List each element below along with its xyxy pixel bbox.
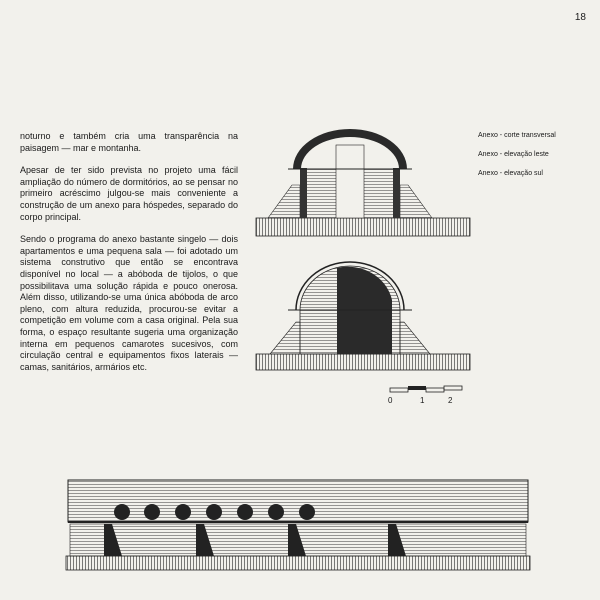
caption-cross-section: Anexo - corte transversal bbox=[478, 132, 556, 139]
scale-label-0: 0 bbox=[388, 396, 393, 405]
paragraph-3: Sendo o programa do anexo bastante singelo — dois apartamentos e uma pequena sala — foi adotado um sistema construtivo que então se encontrava disponível no local — a abóboda de tijolos, o que possibilitava uma solução rápida e pouco onerosa. Além disso, utilizando-se uma única abóboda de arco pleno, com altura reduzida, procurou-se evitar a competição em volume com a casa original. Pela sua forma, o espaço resultante sugeria uma organização interna em pequenos camarotes sucesivos, com circulação central e equipamentos fixos laterais — camas, sanitários, armários etc. bbox=[20, 234, 238, 372]
scale-bar-labels bbox=[388, 396, 458, 408]
caption-south-elevation: Anexo - elevação sul bbox=[478, 170, 543, 177]
paragraph-1: noturno e também cria uma transparência na paisagem — mar e montanha. bbox=[20, 131, 238, 153]
paragraph-2: Apesar de ter sido prevista no projeto uma fácil ampliação do número de dormitórios, ao se pensar no primeiro acréscimo julgou-se mais conveniente a construção de um anexo para hóspedes, separado do corpo principal. bbox=[20, 165, 238, 222]
scale-label-1: 1 bbox=[420, 396, 425, 405]
cross-section-drawing bbox=[256, 129, 470, 236]
caption-east-elevation: Anexo - elevação leste bbox=[478, 151, 549, 158]
south-elevation-drawing bbox=[66, 480, 530, 570]
scale-bar bbox=[390, 386, 462, 392]
east-elevation-drawing bbox=[256, 262, 470, 370]
page-number: 18 bbox=[574, 12, 586, 23]
scale-label-2: 2 bbox=[448, 396, 453, 405]
